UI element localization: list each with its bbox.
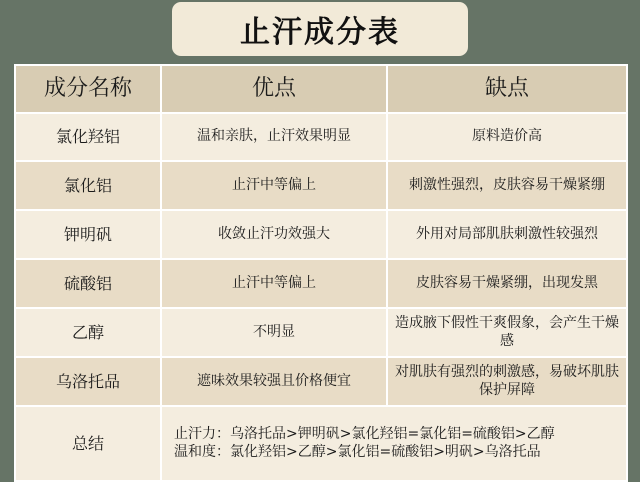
ingredient-name: 乌洛托品 [15,357,161,406]
ingredient-pros: 止汗中等偏上 [161,161,387,210]
page-title: 止汗成分表 [240,15,400,50]
ingredient-name: 乙醇 [15,308,161,357]
ingredient-cons: 原料造价高 [387,113,627,161]
summary-label: 总结 [15,406,161,481]
header-name: 成分名称 [15,65,161,113]
ingredient-cons: 造成腋下假性干爽假象，会产生干燥感 [387,308,627,357]
ingredient-pros: 不明显 [161,308,387,357]
table-row [15,161,627,210]
ingredient-cons: 对肌肤有强烈的刺激感，易破坏肌肤保护屏障 [387,357,627,406]
ingredient-table [14,64,628,482]
ingredient-pros: 温和亲肤，止汗效果明显 [161,113,387,161]
ingredient-pros: 收敛止汗功效强大 [161,210,387,259]
table-row [15,308,627,357]
ingredient-name: 钾明矾 [15,210,161,259]
title-banner [172,2,468,56]
summary-row [15,406,627,481]
header-pros: 优点 [161,65,387,113]
summary-content [161,406,627,481]
ingredient-cons: 刺激性强烈，皮肤容易干燥紧绷 [387,161,627,210]
ingredient-pros: 遮味效果较强且价格便宜 [161,357,387,406]
ingredient-cons: 皮肤容易干燥紧绷，出现发黑 [387,259,627,308]
summary-line-mildness: 温和度：氯化羟铝>乙醇>氯化铝=硫酸铝>明矾>乌洛托品 [174,443,541,460]
header-cons: 缺点 [387,65,627,113]
table-row [15,357,627,406]
ingredient-name: 硫酸铝 [15,259,161,308]
ingredient-pros: 止汗中等偏上 [161,259,387,308]
summary-line-strength: 止汗力：乌洛托品>钾明矾>氯化羟铝=氯化铝=硫酸铝>乙醇 [174,426,555,442]
header-row [15,65,627,113]
table-row [15,210,627,259]
table-row [15,113,627,161]
table-row [15,259,627,308]
ingredient-name: 氯化羟铝 [15,113,161,161]
ingredient-cons: 外用对局部肌肤刺激性较强烈 [387,210,627,259]
ingredient-name: 氯化铝 [15,161,161,210]
